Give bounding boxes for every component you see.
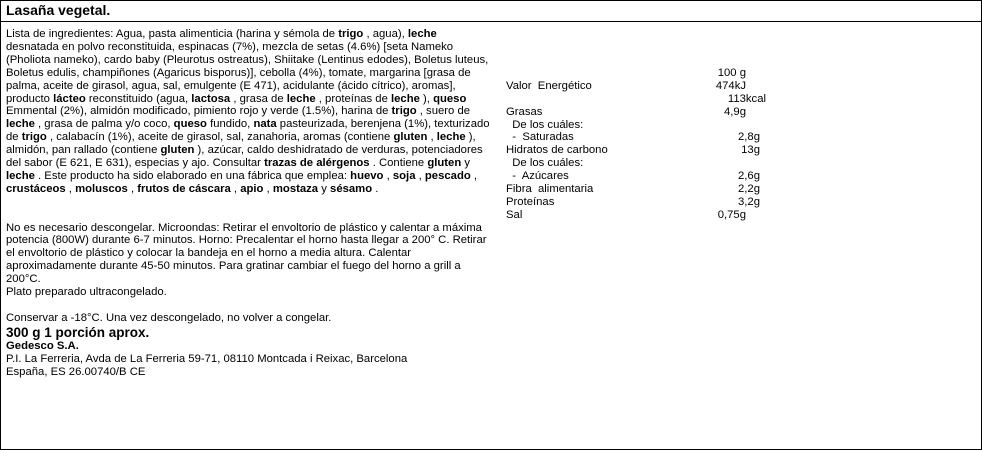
allergen-text: apio bbox=[240, 182, 264, 195]
ingredient-text: , bbox=[427, 131, 437, 144]
nutrition-row-of-which-2 bbox=[506, 157, 766, 170]
product-type: Plato preparado ultracongelado. bbox=[6, 286, 167, 299]
ingredient-text: , suero de bbox=[416, 105, 471, 118]
allergen-text: frutos de cáscara bbox=[137, 182, 231, 195]
ingredient-text: ), almidón, pan rallado (contiene bbox=[6, 131, 476, 157]
allergen-text: trazas de alérgenos bbox=[264, 157, 370, 170]
nutrition-label: Grasas bbox=[506, 105, 543, 118]
ingredient-text: Emmental (2%), almidón modificado, pimiento rojo y verde (1.5%), harina de bbox=[6, 105, 392, 118]
nutrition-label: Fibra alimentaria bbox=[506, 183, 594, 196]
ingredient-text: . bbox=[372, 182, 379, 195]
company-name: Gedesco S.A. bbox=[6, 339, 79, 352]
ingredient-text: , bbox=[383, 169, 393, 182]
ingredient-text: , proteínas de bbox=[315, 92, 392, 105]
allergen-text: moluscos bbox=[75, 182, 128, 195]
allergen-text: lactosa bbox=[191, 92, 231, 105]
ingredient-text: , bbox=[263, 182, 273, 195]
ingredient-text: pasteurizada, berenjena (1%), texturizado de bbox=[6, 118, 490, 144]
portion-size: 300 g 1 porción aprox. bbox=[6, 324, 150, 340]
allergen-text: trigo bbox=[21, 131, 47, 144]
ingredient-text: , grasa de bbox=[230, 92, 287, 105]
title-bar bbox=[1, 1, 981, 22]
allergen-text: leche bbox=[286, 92, 316, 105]
nutrition-label: Valor Energético bbox=[506, 79, 592, 92]
nutrition-header-row bbox=[506, 67, 766, 80]
allergen-text: queso bbox=[433, 92, 467, 105]
product-title: Lasaña vegetal. bbox=[6, 2, 111, 18]
ingredient-text: ), bbox=[419, 92, 434, 105]
nutrition-label: - Azúcares bbox=[506, 170, 569, 183]
ingredient-text: , bbox=[230, 182, 241, 195]
ingredient-text: , agua), bbox=[363, 28, 408, 40]
ingredient-text: fundido, bbox=[206, 118, 254, 131]
nutrition-value: 4,9g bbox=[724, 105, 746, 118]
nutrition-row-salt bbox=[506, 209, 766, 222]
ingredients-list bbox=[6, 28, 491, 196]
ingredient-text: . Contiene bbox=[369, 157, 428, 170]
allergen-text: leche bbox=[407, 28, 437, 40]
ingredient-text: y bbox=[461, 157, 471, 170]
allergen-text: leche bbox=[6, 169, 35, 182]
nutrition-label: Proteínas bbox=[506, 195, 555, 208]
allergen-text: crustáceos bbox=[6, 182, 66, 195]
ingredient-text: , bbox=[470, 169, 478, 182]
nutrition-value: 113kcal bbox=[727, 92, 766, 105]
nutrition-per-unit: 100 g bbox=[717, 67, 746, 79]
label-text-column bbox=[6, 28, 491, 379]
nutrition-label: - Saturadas bbox=[506, 131, 574, 144]
nutrition-row-carbs bbox=[506, 144, 766, 157]
ingredient-text: , bbox=[127, 182, 138, 195]
ingredient-text: , calabacín (1%), aceite de girasol, sal, zanahoria, aromas (contiene bbox=[46, 131, 394, 144]
nutrition-row-energy-kcal bbox=[506, 93, 766, 106]
nutrition-label: De los cuáles: bbox=[506, 157, 584, 170]
nutrition-label: Hidratos de carbono bbox=[506, 144, 608, 157]
allergen-text: trigo bbox=[338, 28, 364, 40]
ingredient-text: y bbox=[318, 182, 331, 195]
company-address: P.I. La Ferreria, Avda de La Ferreria 59-71, 08110 Montcada i Reixac, Barcelona bbox=[6, 352, 408, 365]
nutrition-value: 2,2g bbox=[738, 183, 760, 196]
allergen-text: gluten bbox=[393, 131, 428, 144]
allergen-text: gluten bbox=[427, 157, 462, 170]
company-registry: España, ES 26.00740/B CE bbox=[6, 365, 146, 378]
allergen-text: leche bbox=[6, 118, 35, 131]
nutrition-value: 2,8g bbox=[738, 131, 760, 144]
allergen-text: queso bbox=[173, 118, 207, 131]
nutrition-value: 474kJ bbox=[715, 79, 746, 92]
nutrition-value: 3,2g bbox=[738, 195, 760, 208]
allergen-text: sésamo bbox=[330, 182, 373, 195]
nutrition-row-sugars bbox=[506, 170, 766, 183]
nutrition-value: 2,6g bbox=[738, 170, 760, 183]
allergen-text: trigo bbox=[391, 105, 417, 118]
allergen-text: pescado bbox=[424, 169, 471, 182]
ingredient-text: Lista de ingredientes: Agua, pasta alimenticia (harina y sémola de bbox=[6, 28, 339, 40]
ingredient-text: , bbox=[65, 182, 76, 195]
nutrition-row-fat bbox=[506, 106, 766, 119]
nutrition-row-of-which bbox=[506, 119, 766, 132]
nutrition-label: Sal bbox=[506, 208, 523, 221]
allergen-text: gluten bbox=[160, 144, 195, 157]
ingredient-text: , grasa de palma y/o coco, bbox=[34, 118, 174, 131]
ingredient-text: ), azúcar, caldo deshidratado de verduras, potenciadores del sabor (E 621, E 631), especias y ajo. Consultar bbox=[6, 144, 483, 170]
nutrition-row-saturates bbox=[506, 131, 766, 144]
ingredient-text: reconstituido (agua, bbox=[85, 92, 192, 105]
nutrition-row-fibre bbox=[506, 183, 766, 196]
ingredient-text: . Este producto ha sido elaborado en una fábrica que emplea: bbox=[34, 169, 351, 182]
ingredient-text: desnatada en polvo reconstituida, espinacas (7%), mezcla de setas (4.6%) [seta Nameko (Pholiota nameko), cardo baby (Pleurotus ostreatus), Shiitake (Lentinus edodes), Boletus luteus, Boletus edulis, champiñones (Agaricus bisporus)], cebolla (4%), tomate, margarina [grasa de palma, aceite de girasol, agua, sal, emulgente (E 471), acidulante (ácido cítrico), aromas], producto bbox=[6, 40, 489, 105]
allergen-text: mostaza bbox=[272, 182, 319, 195]
preparation-instructions: No es necesario descongelar. Microondas: Retirar el envoltorio de plástico y calentar a máxima potencia (800W) durante 6-7 minutos. Horno: Precalentar el horno hasta llegar a 200° C. Retirar el envoltorio de plástico y colocar la bandeja en el horno a media altura. Calentar aproximadamente durante 45-50 minutos. Para gratinar cambiar el fuego del horno a grill a 200°C. bbox=[6, 221, 487, 286]
ingredient-text: , bbox=[415, 169, 425, 182]
nutrition-row-energy bbox=[506, 80, 766, 93]
nutrition-value: 13g bbox=[741, 144, 760, 157]
nutrition-row-protein bbox=[506, 196, 766, 209]
allergen-text: huevo bbox=[350, 169, 384, 182]
allergen-text: leche bbox=[436, 131, 466, 144]
allergen-text: nata bbox=[253, 118, 277, 131]
nutrition-label: De los cuáles: bbox=[506, 118, 584, 131]
nutrition-value: 0,75g bbox=[717, 208, 746, 221]
nutrition-table bbox=[506, 67, 766, 222]
allergen-text: leche bbox=[391, 92, 420, 105]
storage-instructions: Conservar a -18°C. Una vez descongelado, no volver a congelar. bbox=[6, 311, 332, 324]
allergen-text: lácteo bbox=[53, 92, 86, 105]
allergen-text: soja bbox=[392, 169, 416, 182]
